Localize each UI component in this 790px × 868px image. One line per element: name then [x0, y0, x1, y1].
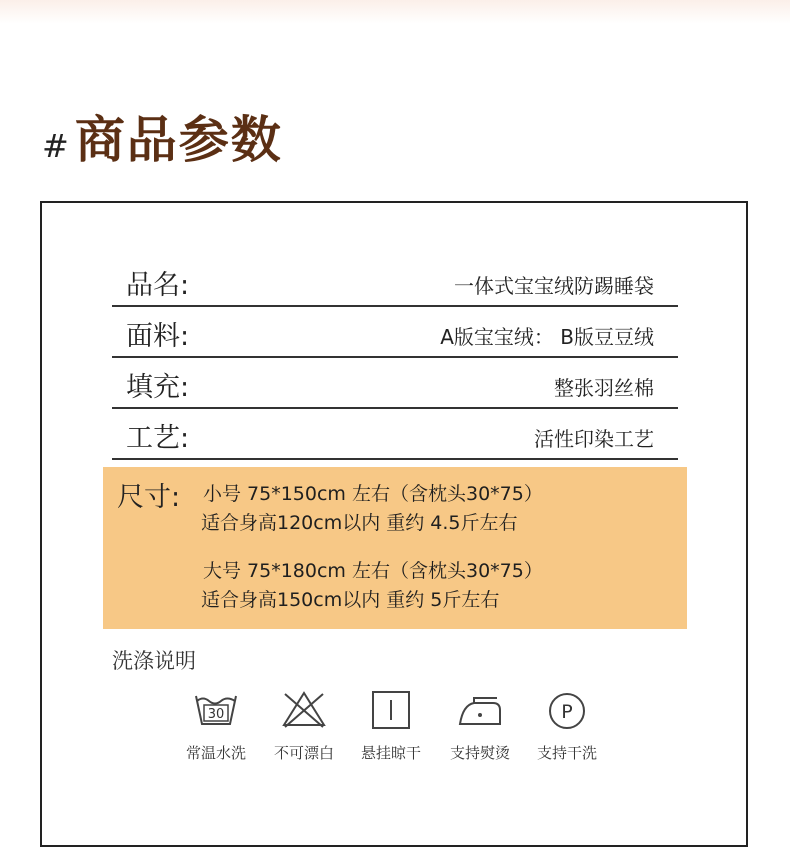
care-label: 支持干洗: [536, 744, 597, 762]
wash-30-icon: [171, 690, 261, 730]
param-label: 面料:: [126, 321, 190, 352]
param-value: A版宝宝绒： B版豆豆绒: [440, 325, 654, 349]
care-label: 悬挂晾干: [360, 744, 421, 762]
top-band: [0, 0, 790, 24]
dry-clean-icon: [522, 690, 612, 730]
param-label: 品名:: [126, 270, 190, 301]
section-title: 商品参数: [74, 111, 283, 169]
param-row-craft: [112, 418, 678, 460]
size-small-line1: 小号 75*150cm 左右（含枕头30*75）: [203, 483, 543, 505]
care-label: 常温水洗: [185, 744, 246, 762]
care-item-dry-clean: [522, 690, 612, 763]
care-item-no-bleach: [259, 690, 349, 763]
svg-text:30: 30: [207, 707, 225, 722]
param-row-filling: [112, 367, 678, 409]
wash-instructions-title: 洗涤说明: [112, 649, 196, 673]
section-heading: [42, 100, 283, 170]
param-label: 填充:: [126, 372, 190, 403]
hang-dry-icon: [346, 690, 436, 730]
param-row-fabric: [112, 316, 678, 358]
size-large-line1: 大号 75*180cm 左右（含枕头30*75）: [203, 560, 543, 582]
param-label: 工艺:: [126, 423, 190, 454]
care-label: 支持熨烫: [449, 744, 510, 762]
no-bleach-icon: [259, 690, 349, 730]
param-value: 一体式宝宝绒防踢睡袋: [454, 274, 654, 298]
size-small-line2: 适合身高120cm以内 重约 4.5斤左右: [201, 512, 518, 534]
size-label: 尺寸:: [117, 482, 181, 513]
size-large-line2: 适合身高150cm以内 重约 5斤左右: [201, 589, 500, 611]
care-item-hang-dry: [346, 690, 436, 763]
svg-text:P: P: [561, 701, 573, 723]
param-value: 活性印染工艺: [534, 427, 654, 451]
care-item-iron: [435, 690, 525, 763]
size-panel: [103, 467, 687, 629]
param-row-name: [112, 265, 678, 307]
iron-icon: [435, 690, 525, 730]
param-value: 整张羽丝棉: [554, 376, 654, 400]
care-label: 不可漂白: [273, 744, 334, 762]
hash-symbol: #: [42, 127, 69, 165]
care-item-wash: [171, 690, 261, 763]
